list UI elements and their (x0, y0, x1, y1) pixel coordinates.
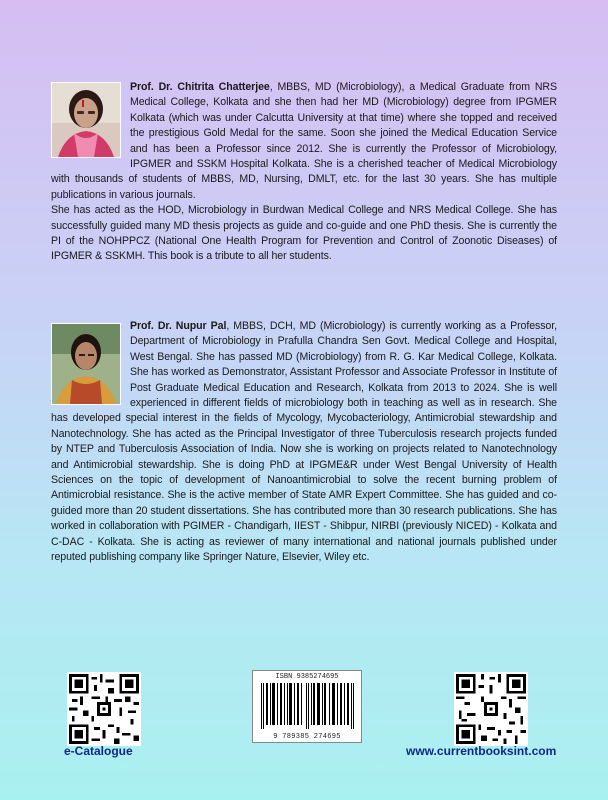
author-bio-chitrita (51, 80, 557, 265)
barcode-icon (261, 683, 355, 729)
author-bio-nupur (51, 319, 557, 566)
author-bio-paragraph: She has acted as the HOD, Microbiology in Burdwan Medical College and NRS Medical College. She has successfully guided many MD thesis projects as guide and co-guide and one PhD thesis. She is currently the PI of the NOHPPCZ (National One Health Program for Prevention and Control of Zoonotic Diseases) of IPGMER & SSKMH. This book is a tribute to all her students. (51, 204, 557, 263)
author-bio-text: , MBBS, MD (Microbiology), a Medical Graduate from NRS Medical College, Kolkata and she then had her MD (Microbiology) degree from IPGMER Kolkata (which was under Calcutta University at that time) where she topped and received the prestigious Gold Medal for the same. Soon she joined the Medical Education Service and has been a Professor since 2012. She is currently the Professor of Microbiology, IPGMER and SSKM Hospital Kolkata. She is a cherished teacher of Medical Microbiology with thousands of students of MBBS, MD, Nursing, DMLT, etc. for the last 30 years. She has multiple publications in various journals. (51, 81, 557, 201)
author-name: Prof. Dr. Nupur Pal (130, 320, 227, 332)
ean-number: 9 789385 274695 (273, 733, 341, 741)
qr-code-icon (456, 674, 526, 744)
isbn-number: ISBN 9385274695 (275, 673, 339, 681)
portrait-image (52, 83, 120, 157)
author-bio-text: , MBBS, DCH, MD (Microbiology) is currently working as a Professor, Department of Microbiology in Prafulla Chandra Sen Govt. Medical College and Hospital, West Bengal. She has passed MD (Microbiology) from R. G. Kar Medical College, Kolkata. She has worked as Demonstrator, Assistant Professor and Associate Professor in Institute of Post Graduate Medical Education and Research, Kolkata from 2013 to 2024. She is well experienced in different fields of microbiology both in teaching as well as in research. She has developed special interest in the fields of Mycology, Mycobacteriology, Antimicrobial stewardship and Nanotechnology. She has acted as the Principal Investigator of three Tuberculosis research projects funded by NTEP and Tuberculosis Association of India. Now she is working on projects related to Nanotechnology and Antimicrobial stewardship. She is doing PhD at IPGME&R under West Bengal University of Health Sciences on the topic of development of Nanoantimicrobial to solve the recent burning problem of Antimicrobial resistance. She is the active member of State AMR Expert Committee. She has guided and co-guided more than 20 student dissertations. She has contributed more than 30 research publications. She has worked in collaboration with PGIMER - Chandigarh, IIEST - Shibpur, NIRBI (previously NICED) - Kolkata and C-DAC - Kolkata. She is acting as reviewer of many international and national journals published under reputed publishing company like Springer Nature, Elsevier, Wiley etc. (51, 320, 557, 564)
isbn-barcode (252, 670, 362, 743)
website-qr-code[interactable] (454, 672, 528, 746)
author-photo-chitrita (51, 82, 121, 158)
e-catalogue-label[interactable]: e-Catalogue (64, 744, 133, 758)
author-photo-nupur (51, 323, 121, 405)
author-name: Prof. Dr. Chitrita Chatterjee (130, 81, 270, 93)
e-catalogue-qr-code[interactable] (67, 672, 141, 746)
website-link[interactable]: www.currentbooksint.com (406, 744, 557, 758)
qr-code-icon (69, 674, 139, 744)
portrait-image (52, 324, 120, 404)
